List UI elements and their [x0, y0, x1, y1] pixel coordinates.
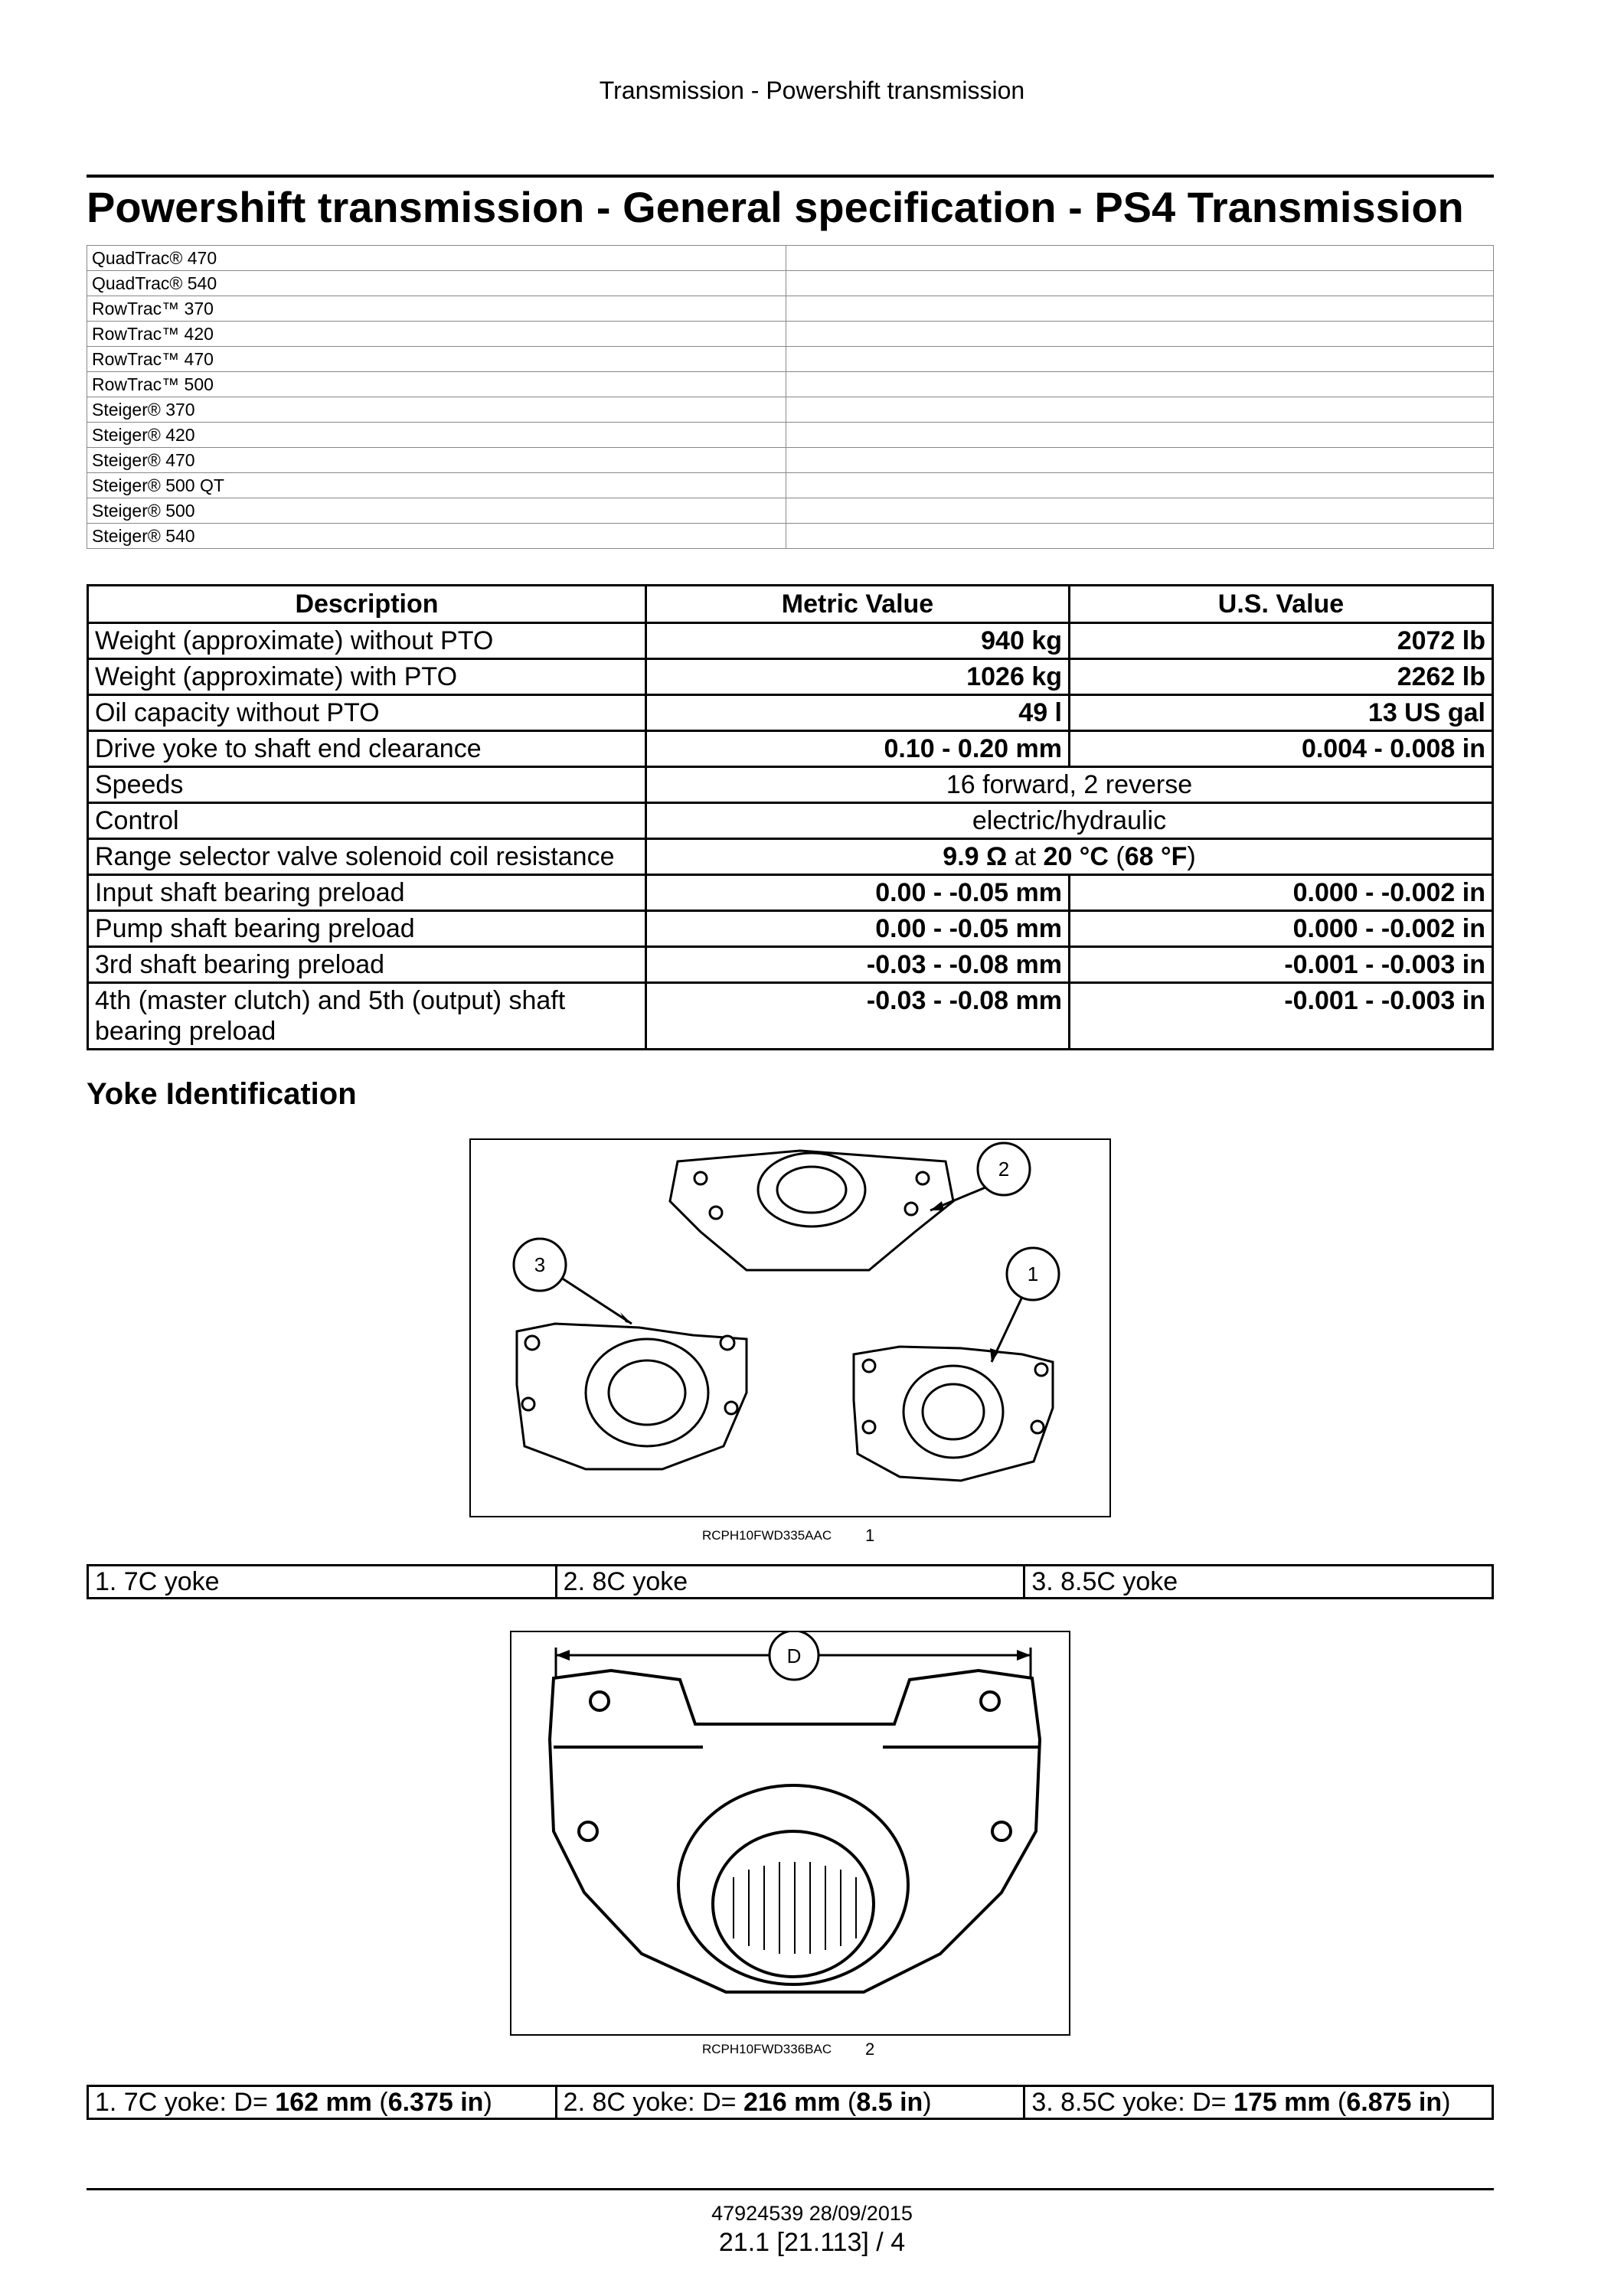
legend-prefix: 3. 8.5C yoke: D=: [1031, 2088, 1234, 2117]
dimension-d-label: D: [786, 1644, 802, 1667]
spec-us: 13 US gal: [1070, 695, 1493, 731]
model-row: [87, 448, 1494, 473]
spec-row: [88, 839, 1493, 875]
legend-paren-close: ): [923, 2088, 932, 2117]
col-description: Description: [88, 586, 646, 623]
spec-desc: Weight (approximate) with PTO: [88, 659, 646, 695]
model-row: [87, 322, 1494, 347]
model-name: Steiger® 370: [87, 397, 786, 423]
temperature-us: 68 °F: [1124, 842, 1188, 871]
model-name: RowTrac™ 500: [87, 372, 786, 397]
spec-row: [88, 875, 1493, 911]
model-name: RowTrac™ 470: [87, 347, 786, 372]
legend-paren-open: (: [371, 2088, 388, 2117]
footer-page-number: 21.1 [21.113] / 4: [718, 2228, 906, 2257]
yoke-illustration: [471, 1140, 1109, 1516]
spec-us: 0.000 - -0.002 in: [1070, 875, 1493, 911]
figure-1-number: 1: [865, 1526, 875, 1545]
callout-3-label: 3: [534, 1253, 546, 1276]
spec-row: [88, 767, 1493, 803]
spec-row: [88, 983, 1493, 1050]
spec-merged-value: 16 forward, 2 reverse: [646, 767, 1493, 803]
legend-prefix: 2. 8C yoke: D=: [563, 2088, 743, 2117]
legend-metric: 216 mm: [743, 2088, 841, 2117]
legend-us: 8.5 in: [856, 2088, 923, 2117]
spec-metric: 49 l: [646, 695, 1070, 731]
resistance-value: 9.9 Ω: [943, 842, 1008, 871]
model-row: [87, 246, 1494, 271]
spec-us: -0.001 - -0.003 in: [1070, 983, 1493, 1050]
model-empty-cell: [786, 296, 1494, 322]
legend-item: 2. 8C yoke: [556, 1566, 1024, 1599]
spec-row: [88, 623, 1493, 659]
model-row: [87, 524, 1494, 549]
spec-header-row: [88, 586, 1493, 623]
spec-desc: Input shaft bearing preload: [88, 875, 646, 911]
resistance-at: at: [1007, 842, 1044, 871]
model-empty-cell: [786, 498, 1494, 524]
model-row: [87, 397, 1494, 423]
spec-metric: 0.00 - -0.05 mm: [646, 911, 1070, 947]
yoke-8-5c-drawing: [517, 1324, 747, 1469]
model-name: Steiger® 470: [87, 448, 786, 473]
running-header: Transmission - Powershift transmission: [599, 77, 1025, 104]
model-empty-cell: [786, 372, 1494, 397]
spec-desc: Range selector valve solenoid coil resistance: [88, 839, 646, 875]
model-row: [87, 498, 1494, 524]
spec-desc: Drive yoke to shaft end clearance: [88, 731, 646, 767]
legend-item: [1024, 2086, 1493, 2119]
model-name: Steiger® 500: [87, 498, 786, 524]
model-row: [87, 347, 1494, 372]
spec-desc: Oil capacity without PTO: [88, 695, 646, 731]
legend-prefix: 1. 7C yoke: D=: [95, 2088, 276, 2117]
figure-1-code: RCPH10FWD335AAC: [702, 1528, 832, 1543]
model-row: [87, 423, 1494, 448]
yoke-identification-heading: Yoke Identification: [87, 1077, 357, 1111]
spec-metric: 0.10 - 0.20 mm: [646, 731, 1070, 767]
figure-2-legend: [87, 2085, 1494, 2120]
legend-item: 1. 7C yoke: [88, 1566, 557, 1599]
spec-row: [88, 695, 1493, 731]
model-name: QuadTrac® 470: [87, 246, 786, 271]
spec-desc: 3rd shaft bearing preload: [88, 947, 646, 983]
legend-row: [88, 2086, 1493, 2119]
page-title: Powershift transmission - General specification - PS4 Transmission: [87, 183, 1464, 231]
spec-metric: 1026 kg: [646, 659, 1070, 695]
spec-desc: 4th (master clutch) and 5th (output) shaft bearing preload: [88, 983, 646, 1050]
spec-us: -0.001 - -0.003 in: [1070, 947, 1493, 983]
callout-2-label: 2: [998, 1158, 1010, 1181]
model-row: [87, 271, 1494, 296]
yoke-figure-1: [469, 1138, 1111, 1517]
spec-us: 2262 lb: [1070, 659, 1493, 695]
models-table: [87, 245, 1494, 549]
legend-paren-close: ): [1442, 2088, 1451, 2117]
model-empty-cell: [786, 524, 1494, 549]
header-rule: [87, 175, 1494, 178]
yoke-dimension-illustration: [511, 1632, 1069, 2034]
model-row: [87, 372, 1494, 397]
model-empty-cell: [786, 473, 1494, 498]
yoke-7c-drawing: [854, 1347, 1053, 1481]
model-name: Steiger® 500 QT: [87, 473, 786, 498]
legend-metric: 175 mm: [1233, 2088, 1331, 2117]
spec-metric: 940 kg: [646, 623, 1070, 659]
spec-merged-value: electric/hydraulic: [646, 803, 1493, 839]
spec-metric: 0.00 - -0.05 mm: [646, 875, 1070, 911]
spec-metric: -0.03 - -0.08 mm: [646, 947, 1070, 983]
spec-row: [88, 947, 1493, 983]
legend-row: [88, 1566, 1493, 1599]
legend-us: 6.875 in: [1346, 2088, 1443, 2117]
spec-desc: Weight (approximate) without PTO: [88, 623, 646, 659]
legend-item: [556, 2086, 1024, 2119]
model-name: Steiger® 420: [87, 423, 786, 448]
model-empty-cell: [786, 271, 1494, 296]
model-name: Steiger® 540: [87, 524, 786, 549]
model-empty-cell: [786, 423, 1494, 448]
col-metric: Metric Value: [646, 586, 1070, 623]
spec-us: 0.000 - -0.002 in: [1070, 911, 1493, 947]
yoke-figure-2: [510, 1631, 1070, 2036]
spec-desc: Control: [88, 803, 646, 839]
model-row: [87, 296, 1494, 322]
footer-document-id: 47924539 28/09/2015: [711, 2202, 913, 2225]
model-empty-cell: [786, 397, 1494, 423]
legend-metric: 162 mm: [275, 2088, 372, 2117]
paren-close: ): [1187, 842, 1196, 871]
col-us: U.S. Value: [1070, 586, 1493, 623]
paren-open: (: [1108, 842, 1125, 871]
model-name: QuadTrac® 540: [87, 271, 786, 296]
yoke-8c-drawing: [670, 1151, 953, 1270]
legend-paren-open: (: [840, 2088, 857, 2117]
model-empty-cell: [786, 322, 1494, 347]
footer-rule: [87, 2188, 1494, 2190]
figure-1-legend: [87, 1564, 1494, 1599]
callout-1-label: 1: [1027, 1262, 1039, 1285]
legend-item: [88, 2086, 557, 2119]
spec-row: [88, 731, 1493, 767]
legend-item: 3. 8.5C yoke: [1024, 1566, 1493, 1599]
spec-row: [88, 659, 1493, 695]
spec-merged-value: [646, 839, 1493, 875]
legend-us: 6.375 in: [387, 2088, 484, 2117]
model-name: RowTrac™ 420: [87, 322, 786, 347]
model-empty-cell: [786, 448, 1494, 473]
spec-metric: -0.03 - -0.08 mm: [646, 983, 1070, 1050]
temperature-metric: 20 °C: [1043, 842, 1109, 871]
spec-us: 0.004 - 0.008 in: [1070, 731, 1493, 767]
legend-paren-open: (: [1330, 2088, 1347, 2117]
spec-desc: Speeds: [88, 767, 646, 803]
figure-2-code: RCPH10FWD336BAC: [702, 2042, 832, 2056]
model-empty-cell: [786, 347, 1494, 372]
spec-row: [88, 803, 1493, 839]
figure-2-number: 2: [865, 2040, 875, 2059]
spec-row: [88, 911, 1493, 947]
model-empty-cell: [786, 246, 1494, 271]
legend-paren-close: ): [483, 2088, 492, 2117]
spec-desc: Pump shaft bearing preload: [88, 911, 646, 947]
spec-table: [87, 584, 1494, 1050]
model-row: [87, 473, 1494, 498]
model-name: RowTrac™ 370: [87, 296, 786, 322]
spec-us: 2072 lb: [1070, 623, 1493, 659]
